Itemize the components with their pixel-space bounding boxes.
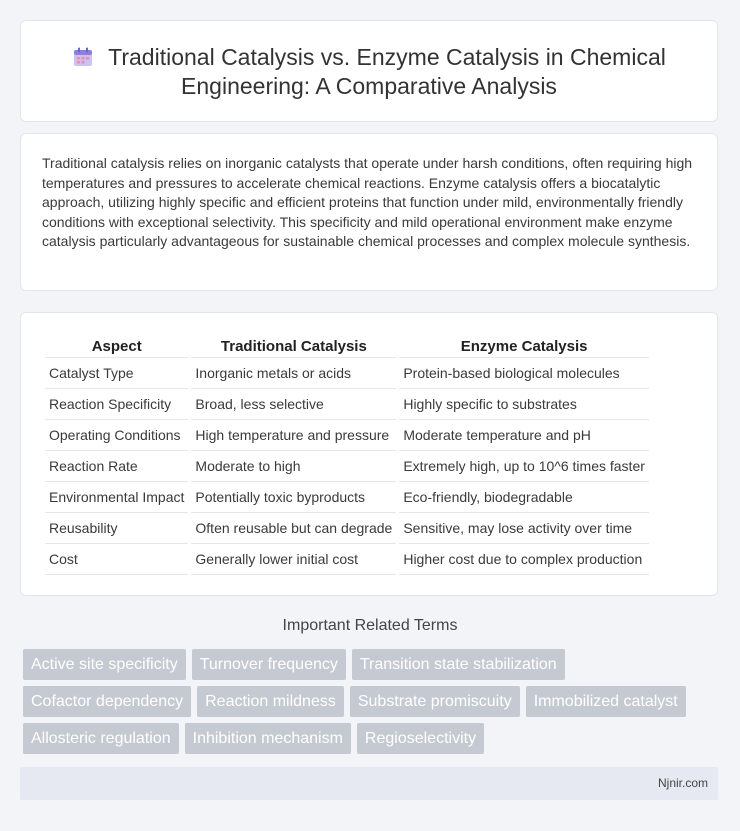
related-terms-heading: Important Related Terms	[282, 617, 458, 634]
term-tag[interactable]: Cofactor dependency	[23, 686, 191, 717]
term-tag[interactable]: Regioselectivity	[357, 723, 484, 754]
table-row	[45, 358, 649, 389]
intro-paragraph: Traditional catalysis relies on inorganic catalysts that operate under harsh conditions, often requiring high temperatures and pressures to accelerate chemical reactions. Enzyme catalysis offers a biocatalytic approach, utilizing highly specific and efficient proteins that function under mild, environmentally friendly conditions with exceptional selectivity. This specificity and mild operational environment make enzyme catalysis particularly advantageous for sustainable chemical processes and complex molecule synthesis.	[42, 155, 693, 249]
table-cell: Reaction Specificity	[45, 389, 188, 420]
table-cell: Broad, less selective	[191, 389, 396, 420]
term-tag[interactable]: Transition state stabilization	[352, 649, 565, 680]
term-tag[interactable]: Inhibition mechanism	[185, 723, 351, 754]
table-cell: Sensitive, may lose activity over time	[399, 513, 649, 544]
related-terms-list	[23, 649, 703, 754]
table-cell: Often reusable but can degrade	[191, 513, 396, 544]
table-cell: Inorganic metals or acids	[191, 358, 396, 389]
table-cell: Generally lower initial cost	[191, 544, 396, 575]
table-row	[45, 451, 649, 482]
table-row	[45, 482, 649, 513]
table-cell: Reusability	[45, 513, 188, 544]
column-header-aspect: Aspect	[45, 335, 188, 358]
page-title-text: Traditional Catalysis vs. Enzyme Catalysis in Chemical Engineering: A Comparative Analysis	[108, 44, 666, 99]
footer	[20, 767, 718, 800]
intro-card	[20, 133, 718, 291]
table-row	[45, 389, 649, 420]
table-row	[45, 513, 649, 544]
calendar-icon	[72, 46, 94, 68]
table-header-row	[45, 335, 649, 358]
table-cell: Moderate to high	[191, 451, 396, 482]
table-row	[45, 544, 649, 575]
table-cell: Protein-based biological molecules	[399, 358, 649, 389]
term-tag[interactable]: Allosteric regulation	[23, 723, 179, 754]
table-cell: Eco-friendly, biodegradable	[399, 482, 649, 513]
table-row	[45, 420, 649, 451]
comparison-table	[42, 335, 652, 575]
table-cell: Reaction Rate	[45, 451, 188, 482]
footer-site-link[interactable]: Njnir.com	[657, 776, 708, 790]
term-tag[interactable]: Reaction mildness	[197, 686, 344, 717]
column-header-enzyme: Enzyme Catalysis	[399, 335, 649, 358]
term-tag[interactable]: Immobilized catalyst	[526, 686, 686, 717]
column-header-traditional: Traditional Catalysis	[191, 335, 396, 358]
page-title	[21, 43, 717, 101]
table-cell: Moderate temperature and pH	[399, 420, 649, 451]
term-tag[interactable]: Turnover frequency	[192, 649, 346, 680]
table-cell: Operating Conditions	[45, 420, 188, 451]
table-cell: High temperature and pressure	[191, 420, 396, 451]
comparison-card	[20, 312, 718, 596]
term-tag[interactable]: Active site specificity	[23, 649, 186, 680]
table-cell: Cost	[45, 544, 188, 575]
table-cell: Higher cost due to complex production	[399, 544, 649, 575]
table-cell: Highly specific to substrates	[399, 389, 649, 420]
term-tag[interactable]: Substrate promiscuity	[350, 686, 520, 717]
header-card	[20, 20, 718, 122]
table-cell: Potentially toxic byproducts	[191, 482, 396, 513]
table-cell: Catalyst Type	[45, 358, 188, 389]
table-cell: Environmental Impact	[45, 482, 188, 513]
table-cell: Extremely high, up to 10^6 times faster	[399, 451, 649, 482]
